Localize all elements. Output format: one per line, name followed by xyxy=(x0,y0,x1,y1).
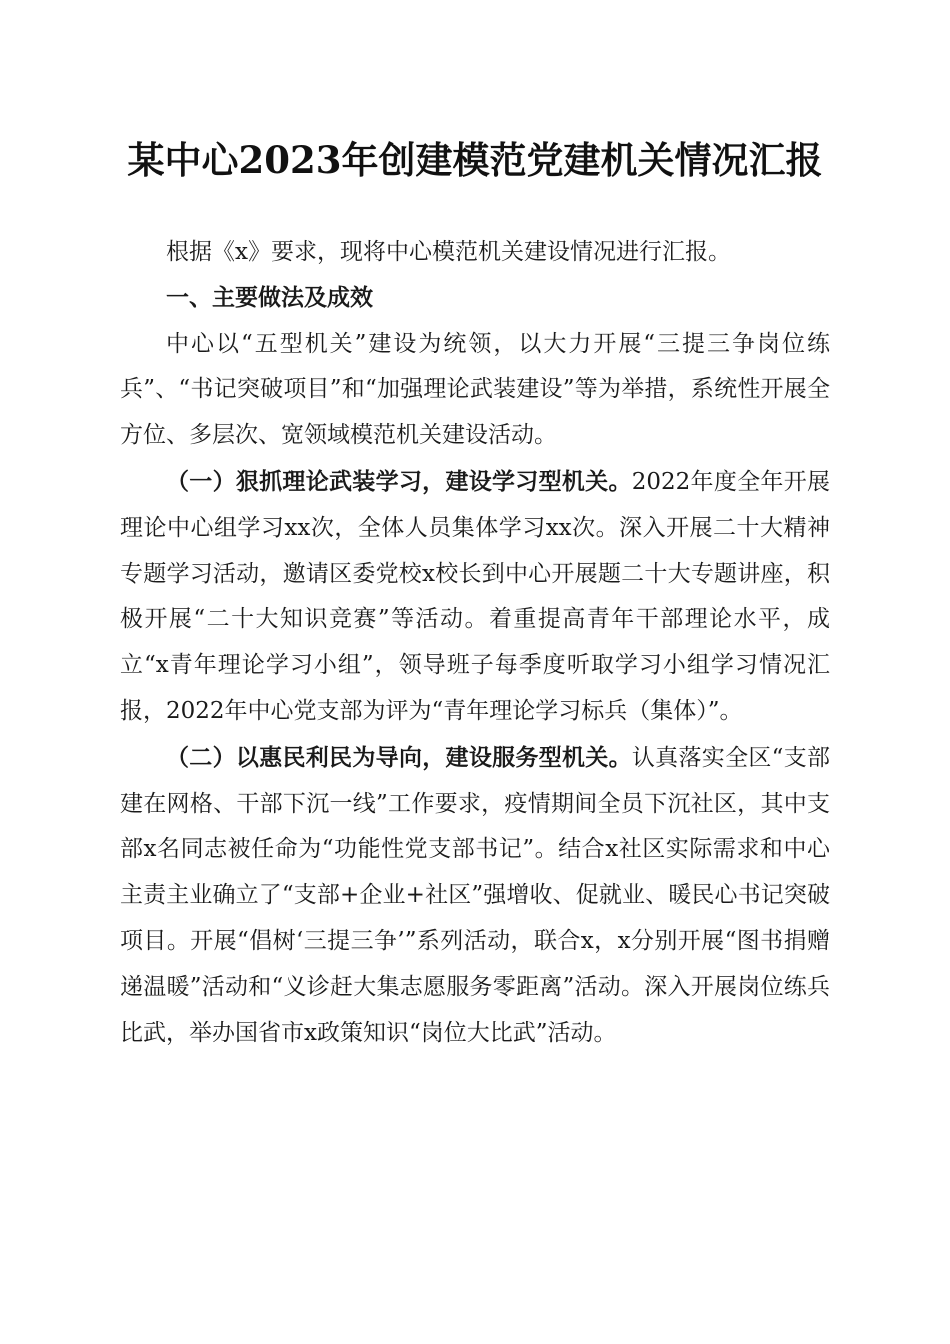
item2-paragraph xyxy=(120,735,830,1057)
intro-paragraph: 根据《x》要求，现将中心模范机关建设情况进行汇报。 xyxy=(166,239,731,265)
document-title: 某中心2023年创建模范党建机关情况汇报 xyxy=(127,138,823,182)
item1-text: 2022年度全年开展理论中心组学习xx次，全体人员集体学习xx次。深入开展二十大精神专题学习活动，邀请区委党校x校长到中心开展题二十大专题讲座，积极开展“二十大知识竞赛”等活动。着重提高青年干部理论水平，成立“x青年理论学习小组”，领导班子每季度听取学习小组学习情况汇报，2022年中心党支部为评为“青年理论学习标兵（集体）”。 xyxy=(120,468,830,724)
item2-lead: （二）以惠民利民为导向，建设服务型机关。 xyxy=(166,743,632,771)
item2-text: 认真落实全区“支部建在网格、干部下沉一线”工作要求，疫情期间全员下沉社区，其中支部x名同志被任命为“功能性党支部书记”。结合x社区实际需求和中心主责主业确立了“支部+企业+社区”强增收、促就业、暖民心书记突破项目。开展“倡树‘三提三争’”系列活动，联合x，x分别开展“图书捐赠递温暖”活动和“义诊赶大集志愿服务零距离”活动。深入开展岗位练兵比武，举办国省市x政策知识“岗位大比武”活动。 xyxy=(120,744,831,1046)
item1-lead: （一）狠抓理论武装学习，建设学习型机关。 xyxy=(166,467,632,495)
document-body xyxy=(120,230,830,1056)
overview-paragraph: 中心以“五型机关”建设为统领，以大力开展“三提三争岗位练兵”、“书记突破项目”和“加强理论武装建设”等为举措，系统性开展全方位、多层次、宽领域模范机关建设活动。 xyxy=(120,330,830,449)
item1-paragraph xyxy=(120,459,830,735)
section-heading: 一、主要做法及成效 xyxy=(166,284,373,311)
